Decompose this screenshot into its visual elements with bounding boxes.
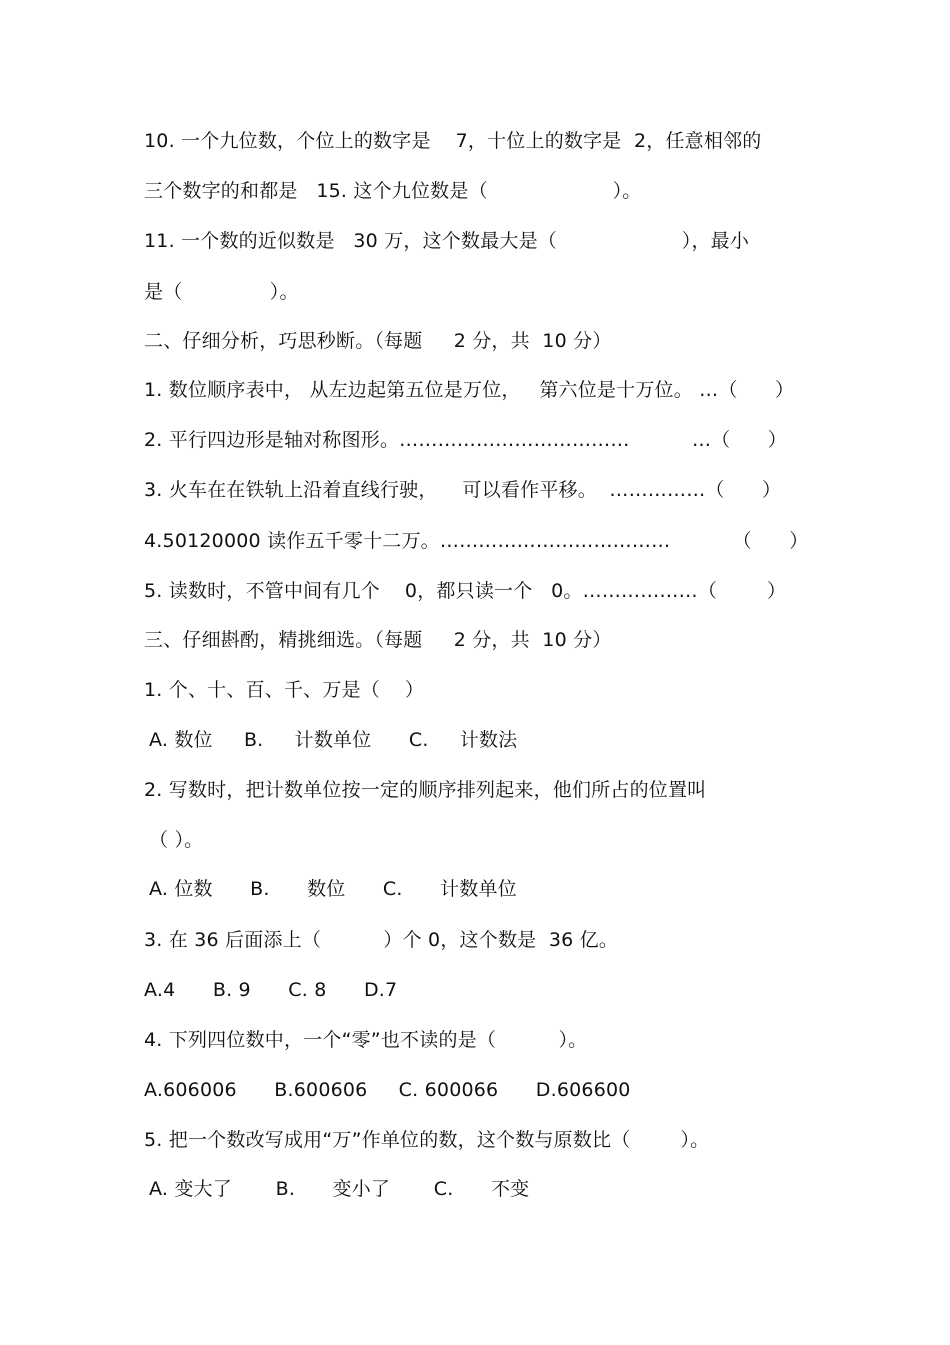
choice-question-1: 1. 个、十、百、千、万是（ ） <box>144 679 425 701</box>
choice-5-options: A. 变大了 B. 变小了 C. 不变 <box>149 1178 530 1200</box>
choice-question-2-line-1: 2. 写数时，把计数单位按一定的顺序排列起来，他们所占的位置叫 <box>144 779 707 801</box>
choice-1-options: A. 数位 B. 计数单位 C. 计数法 <box>149 729 518 751</box>
judge-item-5: 5. 读数时，不管中间有几个 0，都只读一个 0。………………（ ） <box>144 580 787 602</box>
choice-2-options: A. 位数 B. 数位 C. 计数单位 <box>149 878 517 900</box>
choice-question-5: 5. 把一个数改写成用“万”作单位的数，这个数与原数比（ ）。 <box>144 1129 710 1151</box>
judge-item-2: 2. 平行四边形是轴对称图形。……………………………… …（ ） <box>144 429 788 451</box>
question-10-line-1: 10. 一个九位数，个位上的数字是 7，十位上的数字是 2，任意相邻的 <box>144 130 762 152</box>
choice-question-3: 3. 在 36 后面添上（ ）个 0，这个数是 36 亿。 <box>144 929 619 951</box>
choice-3-options: A.4 B. 9 C. 8 D.7 <box>144 979 398 1001</box>
judge-item-3: 3. 火车在在铁轨上沿着直线行驶， 可以看作平移。 ……………（ ） <box>144 479 782 501</box>
choice-question-4: 4. 下列四位数中，一个“零”也不读的是（ ）。 <box>144 1029 588 1051</box>
question-11-line-2: 是（ ）。 <box>144 281 299 303</box>
choice-question-2-line-2: （ ）。 <box>149 829 204 851</box>
question-11-line-1: 11. 一个数的近似数是 30 万，这个数最大是（ ），最小 <box>144 230 750 252</box>
judge-item-1: 1. 数位顺序表中， 从左边起第五位是万位， 第六位是十万位。 …（ ） <box>144 379 795 401</box>
question-10-line-2: 三个数字的和都是 15. 这个九位数是（ ）。 <box>144 180 642 202</box>
judge-item-4: 4.50120000 读作五千零十二万。……………………………… （ ） <box>144 530 809 552</box>
choice-4-options: A.606006 B.600606 C. 600066 D.606600 <box>144 1079 631 1101</box>
section-3-heading: 三、仔细斟酌，精挑细选。（每题 2 分，共 10 分） <box>144 629 612 651</box>
section-2-heading: 二、仔细分析，巧思秒断。（每题 2 分，共 10 分） <box>144 330 612 352</box>
